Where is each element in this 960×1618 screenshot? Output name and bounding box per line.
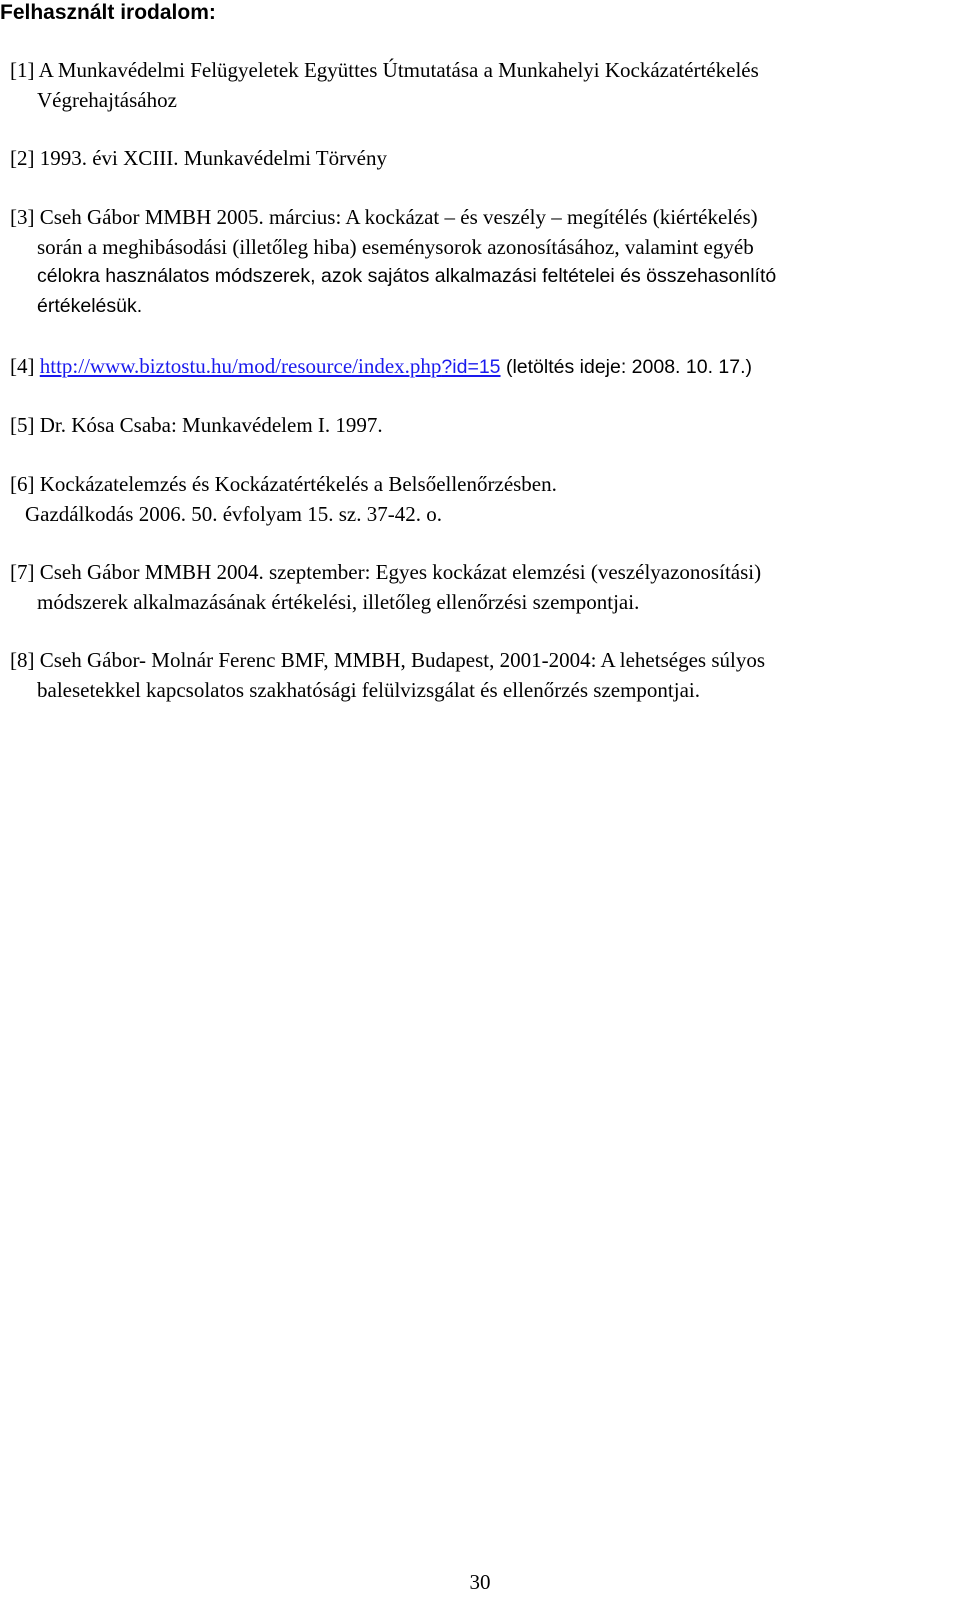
reference-4 xyxy=(10,352,955,383)
reference-3-line-4: értékelésük. xyxy=(37,294,143,317)
section-heading: Felhasznált irodalom: xyxy=(0,1,216,24)
reference-6 xyxy=(10,470,955,529)
page-number: 30 xyxy=(469,1570,491,1594)
reference-6-line-2: Gazdálkodás 2006. 50. évfolyam 15. sz. 37-42. o. xyxy=(25,501,442,526)
reference-7 xyxy=(10,558,955,617)
reference-3-line-2: során a meghibásodási (illetőleg hiba) eseménysorok azonosításához, valamint egyéb xyxy=(37,234,754,259)
reference-1 xyxy=(10,56,955,115)
reference-5 xyxy=(10,411,955,441)
reference-4-prefix: [4] xyxy=(10,354,40,378)
reference-8-line-1: [8] Cseh Gábor- Molnár Ferenc BMF, MMBH, Budapest, 2001-2004: A lehetséges súlyos xyxy=(10,648,765,672)
reference-2 xyxy=(10,144,955,174)
reference-8 xyxy=(10,646,955,705)
reference-3 xyxy=(10,203,955,321)
reference-6-line-1: [6] Kockázatelemzés és Kockázatértékelés a Belsőellenőrzésben. xyxy=(10,472,557,496)
reference-4-link-query: ?id=15 xyxy=(441,356,501,378)
reference-1-line-1: [1] A Munkavédelmi Felügyeletek Együttes Útmutatása a Munkahelyi Kockázatértékelés xyxy=(10,58,759,82)
reference-3-line-3: célokra használatos módszerek, azok sajátos alkalmazási feltételei és összehasonlító xyxy=(37,265,777,287)
reference-1-line-2: Végrehajtásához xyxy=(37,87,177,112)
reference-2-line-1: [2] 1993. évi XCIII. Munkavédelmi Törvény xyxy=(10,146,387,170)
reference-4-link[interactable] xyxy=(40,354,501,378)
reference-5-line-1: [5] Dr. Kósa Csaba: Munkavédelem I. 1997. xyxy=(10,413,383,437)
reference-7-line-1: [7] Cseh Gábor MMBH 2004. szeptember: Egyes kockázat elemzési (veszélyazonosítási) xyxy=(10,560,762,584)
reference-4-suffix: (letöltés ideje: 2008. 10. 17.) xyxy=(500,356,753,378)
reference-8-line-2: balesetekkel kapcsolatos szakhatósági felülvizsgálat és ellenőrzés szempontjai. xyxy=(37,677,701,702)
reference-7-line-2: módszerek alkalmazásának értékelési, illetőleg ellenőrzési szempontjai. xyxy=(37,589,640,614)
reference-3-line-1: [3] Cseh Gábor MMBH 2005. március: A kockázat – és veszély – megítélés (kiértékelés) xyxy=(10,205,758,229)
reference-4-link-main: http://www.biztostu.hu/mod/resource/index.php xyxy=(39,354,442,378)
